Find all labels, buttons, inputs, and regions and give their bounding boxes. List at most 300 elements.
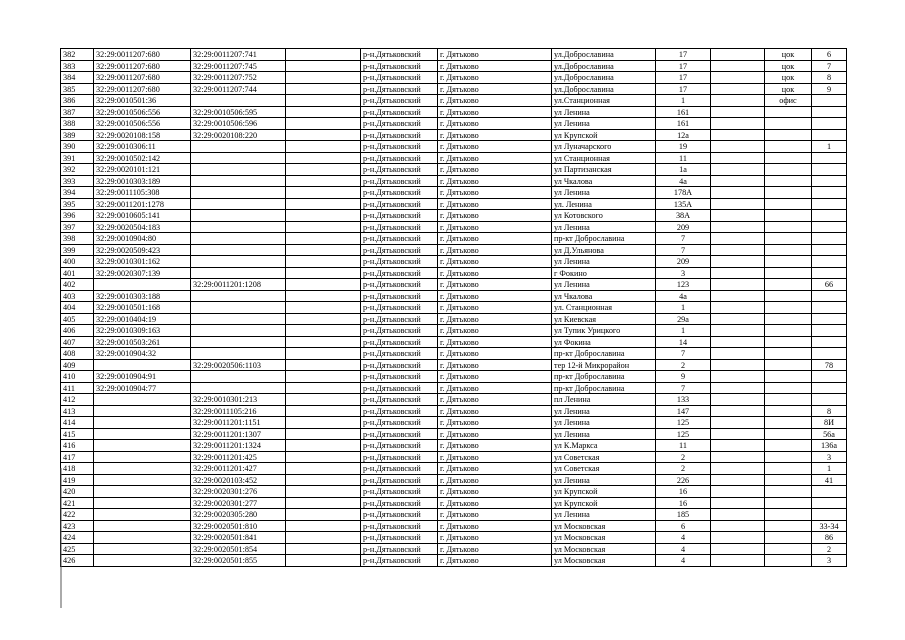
district-cell: р-н.Дятьковский <box>361 509 438 521</box>
sub-cadastral-number-cell: 32:29:0011201:1307 <box>191 428 286 440</box>
sub-cadastral-number-cell: 32:29:0011105:216 <box>191 405 286 417</box>
sub-cadastral-number-cell <box>191 244 286 256</box>
row-number-cell: 383 <box>61 60 94 72</box>
district-cell: р-н.Дятьковский <box>361 164 438 176</box>
row-number-cell: 401 <box>61 267 94 279</box>
apartment-cell <box>812 336 847 348</box>
sub-cadastral-number-cell <box>191 187 286 199</box>
house-number-cell: 16 <box>656 497 711 509</box>
table-row <box>61 474 847 486</box>
apartment-cell: 7 <box>812 60 847 72</box>
table-row <box>61 60 847 72</box>
building-cell <box>711 417 765 429</box>
table-row <box>61 302 847 314</box>
district-cell: р-н.Дятьковский <box>361 302 438 314</box>
apartment-cell: 66 <box>812 279 847 291</box>
sub-cadastral-number-cell <box>191 267 286 279</box>
house-number-cell: 161 <box>656 118 711 130</box>
cadastral-number-cell: 32:29:0010303:188 <box>94 290 191 302</box>
room-type-cell <box>765 348 812 360</box>
apartment-cell: 56а <box>812 428 847 440</box>
row-number-cell: 388 <box>61 118 94 130</box>
cadastral-number-cell: 32:29:0010501:168 <box>94 302 191 314</box>
blank-cell <box>286 118 361 130</box>
city-cell: г. Дятьково <box>438 175 552 187</box>
city-cell: г. Дятьково <box>438 95 552 107</box>
room-type-cell <box>765 118 812 130</box>
district-cell: р-н.Дятьковский <box>361 440 438 452</box>
table-row <box>61 210 847 222</box>
cadastral-number-cell: 32:29:0010904:32 <box>94 348 191 360</box>
city-cell: г. Дятьково <box>438 509 552 521</box>
building-cell <box>711 371 765 383</box>
street-cell: ул.Доброславина <box>552 83 656 95</box>
row-number-cell: 417 <box>61 451 94 463</box>
room-type-cell <box>765 325 812 337</box>
blank-cell <box>286 49 361 61</box>
table-row <box>61 256 847 268</box>
house-number-cell: 133 <box>656 394 711 406</box>
city-cell: г. Дятьково <box>438 187 552 199</box>
apartment-cell <box>812 256 847 268</box>
street-cell: тер 12-й Микрорайон <box>552 359 656 371</box>
city-cell: г. Дятьково <box>438 302 552 314</box>
district-cell: р-н.Дятьковский <box>361 129 438 141</box>
blank-cell <box>286 348 361 360</box>
district-cell: р-н.Дятьковский <box>361 244 438 256</box>
street-cell: ул. Ленина <box>552 198 656 210</box>
apartment-cell <box>812 348 847 360</box>
table-row <box>61 497 847 509</box>
cadastral-number-cell: 32:29:0010904:91 <box>94 371 191 383</box>
table-row <box>61 106 847 118</box>
apartment-cell <box>812 106 847 118</box>
blank-cell <box>286 210 361 222</box>
building-cell <box>711 313 765 325</box>
room-type-cell <box>765 336 812 348</box>
house-number-cell: 3 <box>656 267 711 279</box>
sub-cadastral-number-cell <box>191 198 286 210</box>
house-number-cell: 135А <box>656 198 711 210</box>
cadastral-number-cell: 32:29:0011207:680 <box>94 49 191 61</box>
table-row <box>61 405 847 417</box>
apartment-cell <box>812 129 847 141</box>
street-cell: ул К.Маркса <box>552 440 656 452</box>
cadastral-number-cell: 32:29:0010306:11 <box>94 141 191 153</box>
city-cell: г. Дятьково <box>438 428 552 440</box>
district-cell: р-н.Дятьковский <box>361 532 438 544</box>
blank-cell <box>286 198 361 210</box>
city-cell: г. Дятьково <box>438 279 552 291</box>
row-number-cell: 410 <box>61 371 94 383</box>
room-type-cell <box>765 509 812 521</box>
cadastral-number-cell <box>94 428 191 440</box>
sub-cadastral-number-cell <box>191 313 286 325</box>
house-number-cell: 19 <box>656 141 711 153</box>
sub-cadastral-number-cell <box>191 290 286 302</box>
blank-cell <box>286 463 361 475</box>
house-number-cell: 38А <box>656 210 711 222</box>
row-number-cell: 426 <box>61 555 94 567</box>
row-number-cell: 407 <box>61 336 94 348</box>
street-cell: ул Чкалова <box>552 290 656 302</box>
sub-cadastral-number-cell: 32:29:0011207:741 <box>191 49 286 61</box>
blank-cell <box>286 290 361 302</box>
cadastral-number-cell: 32:29:0010303:189 <box>94 175 191 187</box>
row-number-cell: 411 <box>61 382 94 394</box>
sub-cadastral-number-cell: 32:29:0011201:425 <box>191 451 286 463</box>
city-cell: г. Дятьково <box>438 164 552 176</box>
building-cell <box>711 555 765 567</box>
building-cell <box>711 175 765 187</box>
building-cell <box>711 60 765 72</box>
room-type-cell <box>765 382 812 394</box>
street-cell: ул Тупик Урицкого <box>552 325 656 337</box>
blank-cell <box>286 451 361 463</box>
cadastral-number-cell <box>94 279 191 291</box>
sub-cadastral-number-cell: 32:29:0010506:595 <box>191 106 286 118</box>
apartment-cell <box>812 267 847 279</box>
district-cell: р-н.Дятьковский <box>361 313 438 325</box>
blank-cell <box>286 279 361 291</box>
apartment-cell <box>812 187 847 199</box>
street-cell: ул Ленина <box>552 106 656 118</box>
room-type-cell <box>765 233 812 245</box>
room-type-cell: цок <box>765 49 812 61</box>
cadastral-number-cell <box>94 474 191 486</box>
row-number-cell: 414 <box>61 417 94 429</box>
row-number-cell: 405 <box>61 313 94 325</box>
building-cell <box>711 532 765 544</box>
street-cell: ул Ленина <box>552 256 656 268</box>
room-type-cell <box>765 313 812 325</box>
apartment-cell: 1 <box>812 463 847 475</box>
building-cell <box>711 267 765 279</box>
building-cell <box>711 233 765 245</box>
room-type-cell <box>765 474 812 486</box>
street-cell: ул Партизанская <box>552 164 656 176</box>
blank-cell <box>286 106 361 118</box>
street-cell: ул Ленина <box>552 428 656 440</box>
sub-cadastral-number-cell <box>191 152 286 164</box>
row-number-cell: 403 <box>61 290 94 302</box>
apartment-cell <box>812 198 847 210</box>
blank-cell <box>286 440 361 452</box>
district-cell: р-н.Дятьковский <box>361 198 438 210</box>
row-number-cell: 418 <box>61 463 94 475</box>
building-cell <box>711 141 765 153</box>
blank-cell <box>286 359 361 371</box>
cadastral-number-cell: 32:29:0020504:183 <box>94 221 191 233</box>
table-row <box>61 175 847 187</box>
blank-cell <box>286 543 361 555</box>
row-number-cell: 412 <box>61 394 94 406</box>
sub-cadastral-number-cell: 32:29:0020501:810 <box>191 520 286 532</box>
blank-cell <box>286 95 361 107</box>
row-number-cell: 386 <box>61 95 94 107</box>
sub-cadastral-number-cell <box>191 302 286 314</box>
house-number-cell: 1 <box>656 302 711 314</box>
district-cell: р-н.Дятьковский <box>361 175 438 187</box>
sub-cadastral-number-cell <box>191 233 286 245</box>
building-cell <box>711 348 765 360</box>
row-number-cell: 413 <box>61 405 94 417</box>
street-cell: ул Ленина <box>552 417 656 429</box>
blank-cell <box>286 417 361 429</box>
apartment-cell <box>812 313 847 325</box>
city-cell: г. Дятьково <box>438 520 552 532</box>
sub-cadastral-number-cell: 32:29:0010506:596 <box>191 118 286 130</box>
city-cell: г. Дятьково <box>438 451 552 463</box>
sub-cadastral-number-cell: 32:29:0011207:745 <box>191 60 286 72</box>
house-number-cell: 209 <box>656 221 711 233</box>
street-cell: ул Станционная <box>552 152 656 164</box>
street-cell: пр-кт Доброславина <box>552 382 656 394</box>
street-cell: пл Ленина <box>552 394 656 406</box>
blank-cell <box>286 164 361 176</box>
property-table <box>60 48 847 567</box>
street-cell: пр-кт Доброславина <box>552 371 656 383</box>
building-cell <box>711 497 765 509</box>
apartment-cell <box>812 371 847 383</box>
district-cell: р-н.Дятьковский <box>361 474 438 486</box>
district-cell: р-н.Дятьковский <box>361 359 438 371</box>
table-row <box>61 359 847 371</box>
row-number-cell: 409 <box>61 359 94 371</box>
street-cell: ул Ленина <box>552 474 656 486</box>
table-row <box>61 325 847 337</box>
apartment-cell: 136а <box>812 440 847 452</box>
apartment-cell <box>812 290 847 302</box>
cadastral-number-cell <box>94 440 191 452</box>
district-cell: р-н.Дятьковский <box>361 382 438 394</box>
house-number-cell: 125 <box>656 428 711 440</box>
blank-cell <box>286 221 361 233</box>
cadastral-number-cell: 32:29:0011207:680 <box>94 72 191 84</box>
street-cell: ул Крупской <box>552 129 656 141</box>
city-cell: г. Дятьково <box>438 83 552 95</box>
apartment-cell <box>812 95 847 107</box>
sub-cadastral-number-cell: 32:29:0020501:841 <box>191 532 286 544</box>
row-number-cell: 398 <box>61 233 94 245</box>
apartment-cell <box>812 210 847 222</box>
table-row <box>61 49 847 61</box>
street-cell: пр-кт Доброславина <box>552 233 656 245</box>
district-cell: р-н.Дятьковский <box>361 152 438 164</box>
apartment-cell: 33-34 <box>812 520 847 532</box>
city-cell: г. Дятьково <box>438 152 552 164</box>
apartment-cell: 3 <box>812 555 847 567</box>
city-cell: г. Дятьково <box>438 325 552 337</box>
room-type-cell: цок <box>765 83 812 95</box>
city-cell: г. Дятьково <box>438 463 552 475</box>
building-cell <box>711 543 765 555</box>
sub-cadastral-number-cell <box>191 325 286 337</box>
blank-cell <box>286 325 361 337</box>
cadastral-number-cell <box>94 451 191 463</box>
city-cell: г. Дятьково <box>438 60 552 72</box>
street-cell: ул Котовского <box>552 210 656 222</box>
row-number-cell: 424 <box>61 532 94 544</box>
sub-cadastral-number-cell: 32:29:0011207:744 <box>191 83 286 95</box>
street-cell: ул Крупской <box>552 497 656 509</box>
row-number-cell: 387 <box>61 106 94 118</box>
building-cell <box>711 405 765 417</box>
apartment-cell: 8 <box>812 72 847 84</box>
table-row <box>61 555 847 567</box>
house-number-cell: 17 <box>656 60 711 72</box>
room-type-cell <box>765 210 812 222</box>
sub-cadastral-number-cell: 32:29:0011207:752 <box>191 72 286 84</box>
house-number-cell: 7 <box>656 348 711 360</box>
row-number-cell: 394 <box>61 187 94 199</box>
cadastral-number-cell <box>94 497 191 509</box>
district-cell: р-н.Дятьковский <box>361 451 438 463</box>
apartment-cell <box>812 382 847 394</box>
city-cell: г. Дятьково <box>438 394 552 406</box>
building-cell <box>711 394 765 406</box>
row-number-cell: 390 <box>61 141 94 153</box>
building-cell <box>711 440 765 452</box>
room-type-cell <box>765 198 812 210</box>
house-number-cell: 11 <box>656 440 711 452</box>
table-row <box>61 428 847 440</box>
building-cell <box>711 359 765 371</box>
row-number-cell: 391 <box>61 152 94 164</box>
building-cell <box>711 451 765 463</box>
house-number-cell: 7 <box>656 382 711 394</box>
room-type-cell <box>765 244 812 256</box>
house-number-cell: 17 <box>656 72 711 84</box>
apartment-cell: 86 <box>812 532 847 544</box>
table-row <box>61 520 847 532</box>
apartment-cell <box>812 118 847 130</box>
sub-cadastral-number-cell <box>191 175 286 187</box>
street-cell: ул Ленина <box>552 279 656 291</box>
table-row <box>61 313 847 325</box>
street-cell: ул Ленина <box>552 118 656 130</box>
row-number-cell: 397 <box>61 221 94 233</box>
blank-cell <box>286 509 361 521</box>
row-number-cell: 419 <box>61 474 94 486</box>
room-type-cell <box>765 175 812 187</box>
row-number-cell: 382 <box>61 49 94 61</box>
table-row <box>61 129 847 141</box>
street-cell: ул Московская <box>552 532 656 544</box>
cadastral-number-cell <box>94 359 191 371</box>
blank-cell <box>286 175 361 187</box>
cadastral-number-cell: 32:29:0010301:162 <box>94 256 191 268</box>
house-number-cell: 125 <box>656 417 711 429</box>
house-number-cell: 209 <box>656 256 711 268</box>
room-type-cell <box>765 302 812 314</box>
room-type-cell <box>765 532 812 544</box>
building-cell <box>711 509 765 521</box>
building-cell <box>711 187 765 199</box>
blank-cell <box>286 72 361 84</box>
room-type-cell <box>765 520 812 532</box>
street-cell: ул Московская <box>552 555 656 567</box>
cadastral-number-cell: 32:29:0010506:556 <box>94 106 191 118</box>
city-cell: г. Дятьково <box>438 497 552 509</box>
district-cell: р-н.Дятьковский <box>361 336 438 348</box>
district-cell: р-н.Дятьковский <box>361 60 438 72</box>
apartment-cell <box>812 233 847 245</box>
cadastral-number-cell <box>94 463 191 475</box>
building-cell <box>711 198 765 210</box>
cadastral-number-cell <box>94 543 191 555</box>
building-cell <box>711 210 765 222</box>
city-cell: г. Дятьково <box>438 221 552 233</box>
street-cell: ул. Станционная <box>552 302 656 314</box>
house-number-cell: 178А <box>656 187 711 199</box>
city-cell: г. Дятьково <box>438 555 552 567</box>
apartment-cell: 78 <box>812 359 847 371</box>
building-cell <box>711 106 765 118</box>
house-number-cell: 226 <box>656 474 711 486</box>
district-cell: р-н.Дятьковский <box>361 279 438 291</box>
house-number-cell: 12а <box>656 129 711 141</box>
city-cell: г. Дятьково <box>438 233 552 245</box>
table-row <box>61 463 847 475</box>
house-number-cell: 4 <box>656 543 711 555</box>
building-cell <box>711 336 765 348</box>
city-cell: г. Дятьково <box>438 313 552 325</box>
street-cell: ул Ленина <box>552 187 656 199</box>
house-number-cell: 4 <box>656 555 711 567</box>
blank-cell <box>286 313 361 325</box>
city-cell: г. Дятьково <box>438 141 552 153</box>
district-cell: р-н.Дятьковский <box>361 486 438 498</box>
row-number-cell: 422 <box>61 509 94 521</box>
house-number-cell: 4 <box>656 532 711 544</box>
blank-cell <box>286 141 361 153</box>
table-row <box>61 152 847 164</box>
blank-cell <box>286 129 361 141</box>
sub-cadastral-number-cell: 32:29:0020501:855 <box>191 555 286 567</box>
city-cell: г. Дятьково <box>438 371 552 383</box>
room-type-cell <box>765 187 812 199</box>
cadastral-number-cell: 32:29:0020307:139 <box>94 267 191 279</box>
district-cell: р-н.Дятьковский <box>361 405 438 417</box>
blank-cell <box>286 497 361 509</box>
district-cell: р-н.Дятьковский <box>361 233 438 245</box>
district-cell: р-н.Дятьковский <box>361 428 438 440</box>
sub-cadastral-number-cell <box>191 95 286 107</box>
apartment-cell <box>812 497 847 509</box>
apartment-cell: 6 <box>812 49 847 61</box>
apartment-cell <box>812 152 847 164</box>
blank-cell <box>286 336 361 348</box>
house-number-cell: 17 <box>656 83 711 95</box>
cadastral-number-cell <box>94 486 191 498</box>
house-number-cell: 4а <box>656 290 711 302</box>
blank-cell <box>286 382 361 394</box>
table-row <box>61 290 847 302</box>
sub-cadastral-number-cell <box>191 141 286 153</box>
room-type-cell <box>765 129 812 141</box>
cadastral-number-cell: 32:29:0010501:36 <box>94 95 191 107</box>
room-type-cell <box>765 394 812 406</box>
cadastral-number-cell: 32:29:0011105:308 <box>94 187 191 199</box>
cadastral-number-cell: 32:29:0010404:19 <box>94 313 191 325</box>
house-number-cell: 1а <box>656 164 711 176</box>
house-number-cell: 7 <box>656 244 711 256</box>
room-type-cell <box>765 152 812 164</box>
sub-cadastral-number-cell <box>191 382 286 394</box>
cadastral-number-cell: 32:29:0011207:680 <box>94 60 191 72</box>
district-cell: р-н.Дятьковский <box>361 267 438 279</box>
